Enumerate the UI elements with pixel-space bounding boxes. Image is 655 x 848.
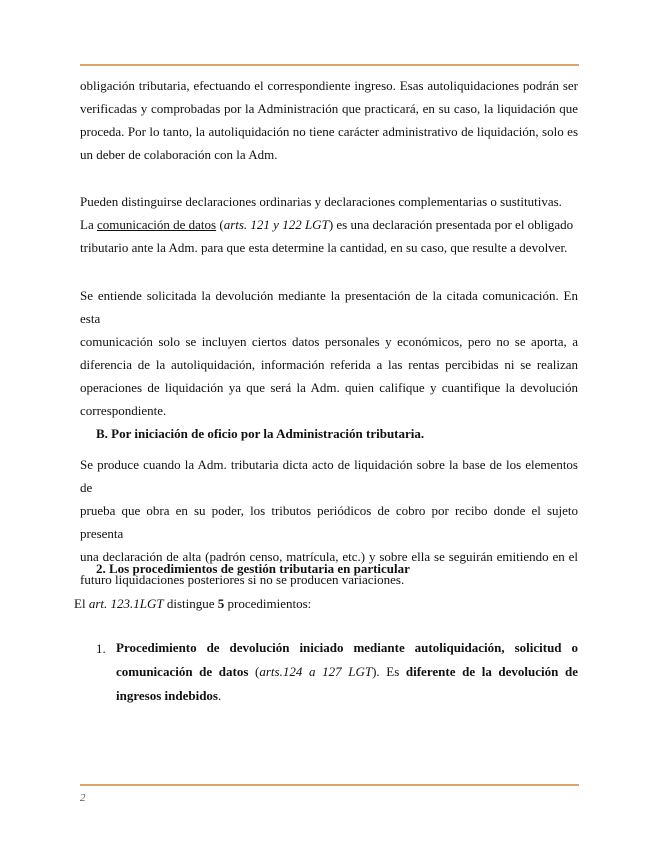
list-item [116, 636, 578, 708]
text-line: Se produce cuando la Adm. tributaria dicta acto de liquidación sobre la base de los elementos de [80, 457, 578, 495]
article-reference: art. 123.1LGT [88, 596, 164, 611]
text-fragment: ingresos indebidos [116, 688, 218, 703]
text-fragment: El [74, 596, 89, 611]
section-heading-2: 2. Los procedimientos de gestión tributaria en particular [96, 561, 410, 576]
text-fragment: ( [216, 217, 224, 232]
text-fragment: procedimientos: [224, 596, 312, 611]
text-line: diferencia de la autoliquidación, información referida a las rentas percibidas ni se realizan [80, 357, 578, 372]
text-line [80, 213, 578, 236]
text-line: proceda. Por lo tanto, la autoliquidación no tiene carácter administrativo de liquidación, solo es [80, 124, 578, 139]
text-fragment: ). Es [372, 664, 406, 679]
procedure-count: 5 [217, 596, 225, 611]
paragraph-devolucion [80, 284, 578, 422]
header-rule [80, 64, 579, 66]
text-line: una declaración de alta (padrón censo, matrícula, etc.) y sobre ella se seguirán emitiendo en el [80, 549, 578, 564]
text-line: operaciones de liquidación ya que será la Adm. quien califique y cuantifique la devolución [80, 380, 578, 395]
text-line: correspondiente. [80, 403, 167, 418]
text-line: futuro liquidaciones posteriores si no se producen variaciones. [80, 572, 405, 587]
text-line [116, 660, 578, 684]
text-fragment: La [80, 217, 97, 232]
text-fragment: ) es una declaración presentada por el obligado [328, 217, 574, 232]
text-line: Pueden distinguirse declaraciones ordinarias y declaraciones complementarias o sustitutivas. [80, 194, 562, 209]
footer-rule [80, 784, 579, 786]
text-line: Se entiende solicitada la devolución mediante la presentación de la citada comunicación. En esta [80, 288, 578, 326]
text-line: tributario ante la Adm. para que esta determine la cantidad, en su caso, que resulte a devolver. [80, 240, 568, 255]
text-line: Procedimiento de devolución iniciado mediante autoliquidación, solicitud o [116, 640, 578, 655]
page-number: 2 [80, 792, 86, 804]
article-reference: arts. 121 y 122 LGT [223, 217, 329, 232]
list-number: 1. [96, 641, 106, 656]
text-line: un deber de colaboración con la Adm. [80, 147, 278, 162]
text-fragment: distingue [163, 596, 218, 611]
text-fragment: diferente de la devolución de [405, 664, 579, 679]
text-fragment: . [218, 688, 222, 703]
text-fragment: ( [248, 664, 260, 679]
text-line: verificadas y comprobadas por la Administración que practicará, en su caso, la liquidación que [80, 101, 578, 116]
paragraph-declaraciones [80, 190, 578, 259]
text-line: prueba que obra en su poder, los tributos periódicos de cobro por recibo donde el sujeto presenta [80, 503, 578, 541]
article-reference: arts.124 a 127 LGT [259, 664, 373, 679]
text-line: obligación tributaria, efectuando el correspondiente ingreso. Esas autoliquidaciones podrán ser [80, 78, 578, 93]
comunicacion-datos-link: comunicación de datos [96, 217, 217, 232]
paragraph-autoliquidacion [80, 74, 578, 166]
text-line [116, 684, 578, 708]
text-fragment: comunicación de datos [116, 664, 249, 679]
section-heading-b: B. Por iniciación de oficio por la Administración tributaria. [96, 426, 425, 441]
paragraph-articulo [74, 592, 594, 615]
text-line: comunicación solo se incluyen ciertos datos personales y económicos, pero no se aporta, a [80, 334, 578, 349]
